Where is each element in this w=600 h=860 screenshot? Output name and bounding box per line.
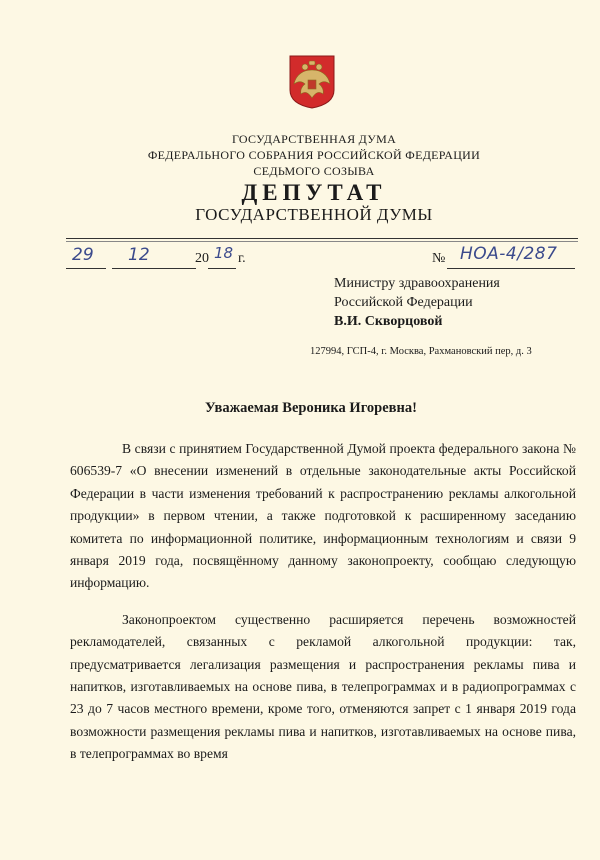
header-divider-thin (66, 241, 578, 242)
header-line-2: ФЕДЕРАЛЬНОГО СОБРАНИЯ РОССИЙСКОЙ ФЕДЕРАЦИИ (147, 148, 481, 162)
header-divider (66, 238, 578, 239)
date-year-suffix: 18 (214, 244, 234, 262)
addressee-line-1: Министру здравоохранения (334, 276, 500, 291)
greeting: Уважаемая Вероника Игоревна! (205, 400, 417, 416)
addressee-name: В.И. Скворцовой (334, 314, 443, 329)
letter-body (70, 438, 576, 766)
date-day: 29 (72, 245, 94, 265)
header-line-3: СЕДЬМОГО СОЗЫВА (253, 164, 375, 178)
date-month: 12 (128, 245, 150, 265)
date-year-underline (208, 268, 236, 269)
header-line-1: ГОСУДАРСТВЕННАЯ ДУМА (231, 132, 397, 146)
addressee-line-2: Российской Федерации (334, 295, 473, 310)
paragraph-2: Законопроектом существенно расширяется перечень возможностей рекламодателей, связанных с рекламой алкогольной продукции: так, предусматривается легализация размещения и распространения рекламы пива и напитков, изготавливаемых на основе пива, в телепрограммах и в радиопрограммах с 23 до 7 часов местного времени, кроме того, отменяются запрет с 1 января 2019 года возможности размещения рекламы пива и напитков, изготавливаемых на основе пива, в телепрограммах во время (70, 611, 576, 762)
coat-of-arms-icon (288, 54, 336, 110)
paragraph-1: В связи с принятием Государственной Думой проекта федерального закона № 606539-7 «О внесении изменений в отдельные законодательные акты Российской Федерации в части изменения требований к распространению рекламы алкогольной продукции» в первом чтении, а также подготовкой к расширенному заседанию комитета по информационной политике, информационным технологиям и связи 9 января 2019 года, посвящённому данному законопроекту, сообщаю следующую информацию. (70, 441, 576, 591)
document-number: НОА-4/287 (460, 244, 558, 264)
date-year-label: г. (238, 251, 246, 266)
number-label: № (432, 251, 446, 266)
number-underline (447, 268, 575, 269)
postal-address: 127994, ГСП-4, г. Москва, Рахмановский пер, д. 3 (310, 346, 532, 357)
document-title: ДЕПУТАТ (241, 180, 387, 205)
date-year-prefix: 20 (195, 251, 209, 266)
date-month-underline (112, 268, 196, 269)
date-day-underline (66, 268, 106, 269)
document-subtitle: ГОСУДАРСТВЕННОЙ ДУМЫ (195, 205, 433, 224)
